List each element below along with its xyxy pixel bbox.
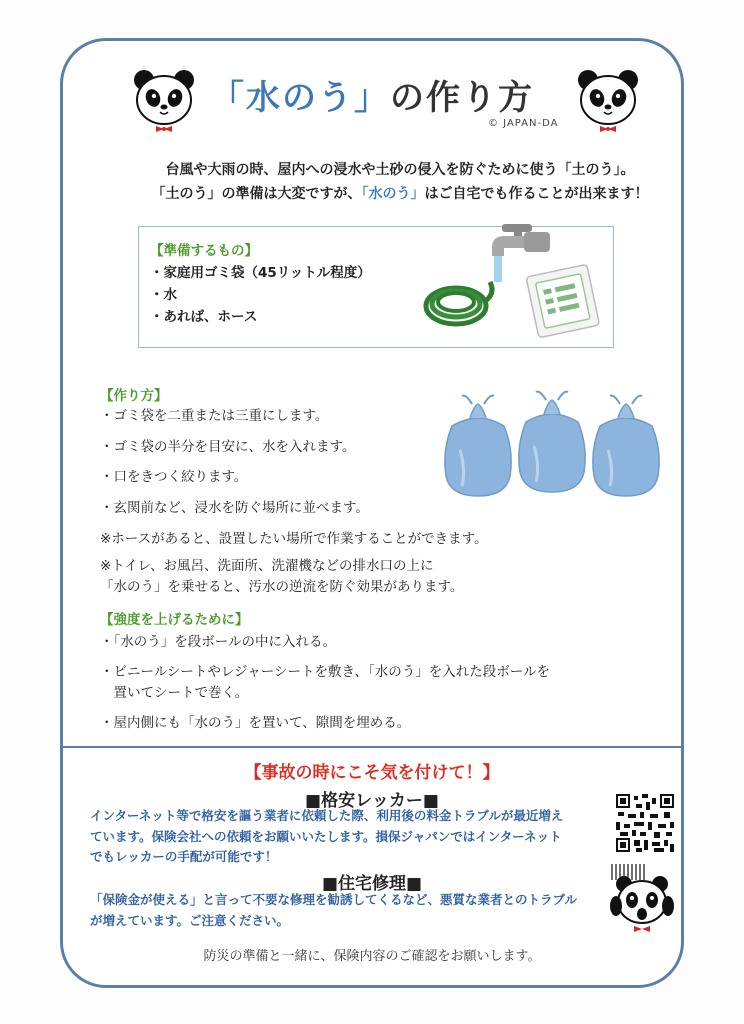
intro-line-2	[100, 182, 700, 206]
strength-item: 置いてシートで巻く。	[100, 685, 249, 701]
shocked-panda-icon	[606, 862, 678, 932]
repair-line: が増えています。ご注意ください。	[90, 912, 290, 928]
section-divider	[60, 746, 684, 748]
intro-line-2b: 「水のう」	[361, 186, 425, 202]
prep-heading: 【準備するもの】	[150, 243, 258, 259]
howto-heading: 【作り方】	[100, 388, 168, 404]
instruction-card-icon	[522, 262, 604, 342]
howto-note: ※トイレ、お風呂、洗面所、洗濯機などの排水口の上に	[100, 558, 434, 574]
qr-code-icon[interactable]	[614, 792, 676, 854]
howto-note: 「水のう」を乗せると、汚水の逆流を防ぐ効果があります。	[100, 579, 464, 595]
strength-item: ・屋内側にも「水のう」を置いて、隙間を埋める。	[100, 715, 411, 731]
copyright: © JAPAN-DA	[488, 118, 559, 129]
intro-text	[100, 158, 700, 206]
prep-item: ・家庭用ゴミ袋（45リットル程度）	[150, 265, 371, 281]
prep-list	[150, 240, 371, 328]
intro-line-1: 台風や大雨の時、屋内への浸水や土砂の侵入を防ぐために使う「土のう」。	[165, 162, 635, 178]
intro-line-2a: 「土のう」の準備は大変ですが、	[151, 186, 362, 202]
tow-line: ています。保険会社への依頼をお願いいたします。損保ジャパンではインターネット	[90, 828, 562, 844]
howto-step: ・玄関前など、浸水を防ぐ場所に並べます。	[100, 500, 369, 516]
howto-note: ※ホースがあると、設置したい場所で作業することができます。	[100, 531, 488, 547]
hose-icon	[418, 272, 500, 332]
page-title	[0, 70, 744, 119]
strength-heading: 【強度を上げるために】	[100, 612, 249, 628]
repair-line: 「保険金が使える」と言って不要な修理を勧誘してくるなど、悪質な業者とのトラブル	[90, 892, 578, 907]
howto-step: ・ゴミ袋を二重または三重にします。	[100, 408, 329, 424]
tow-text	[90, 806, 614, 868]
howto-step: ・ゴミ袋の半分を目安に、水を入れます。	[100, 439, 356, 455]
repair-text	[90, 890, 614, 931]
strength-item: ・「水のう」を段ボールの中に入れる。	[100, 634, 336, 650]
warning-title: 【事故の時にこそ気を付けて！】	[244, 763, 500, 783]
tow-heading: ■格安レッカー■	[305, 791, 439, 811]
repair-heading: ■住宅修理■	[321, 874, 423, 894]
title-rest: の作り方	[390, 78, 534, 118]
tow-line: インターネット等で格安を謳う業者に依頼した際、利用後の料金トラブルが最近増え	[90, 808, 564, 823]
title-highlight: 「水のう」	[210, 78, 390, 118]
prep-item: ・あれば、ホース	[150, 309, 258, 325]
water-bag-icon	[440, 390, 666, 500]
footer-text: 防災の準備と一緒に、保険内容のご確認をお願いします。	[203, 949, 541, 964]
tow-line: でもレッカーの手配が可能です！	[90, 849, 278, 864]
intro-line-2c: はご自宅でも作ることが出来ます！	[424, 186, 649, 202]
howto-step: ・口をきつく絞ります。	[100, 469, 248, 485]
strength-item: ・ビニールシートやレジャーシートを敷き、「水のう」を入れた段ボールを	[100, 664, 550, 680]
prep-item: ・水	[150, 287, 177, 303]
